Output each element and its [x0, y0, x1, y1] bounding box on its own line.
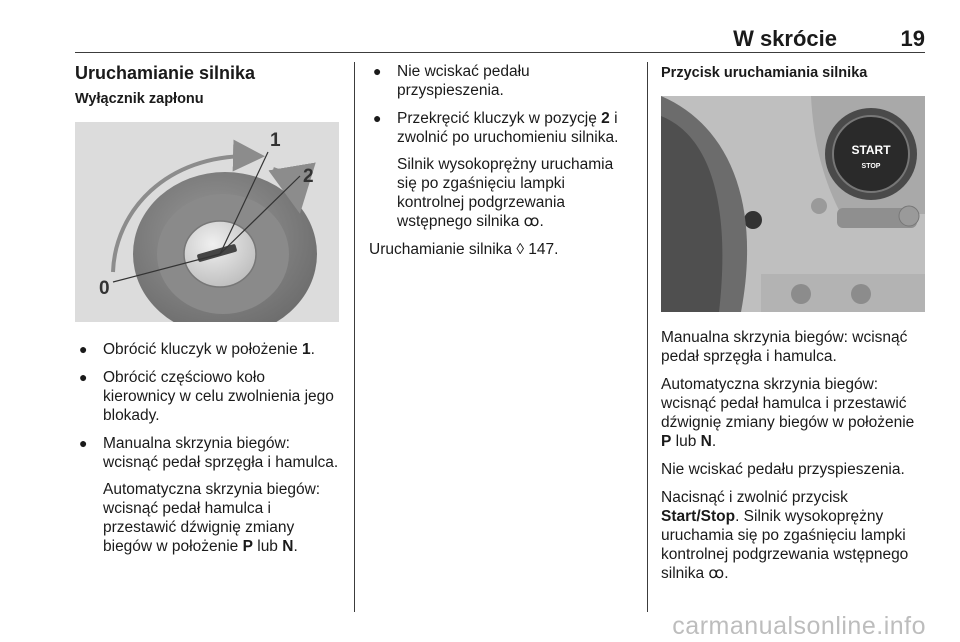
glow-plug-icon: ꝏ: [708, 565, 725, 582]
start-button-figure: [661, 96, 925, 312]
label-position-2: 2: [303, 166, 314, 187]
list-item: ● Manualna skrzynia biegów: wcisnąć pedał sprzęgła i hamulca. Automatyczna skrzynia biegów: wcisnąć pedał hamulca i przestawić dźwignię zmiany biegów w położenie P lub N.: [79, 435, 339, 555]
diesel-note: Silnik wysokoprężny uruchamia się po zgaśnięciu lampki kontrolnej podgrzewania wstępnego silnika ꝏ.: [397, 156, 614, 230]
page-reference-icon: ◊: [516, 241, 524, 258]
list-item: ● Obrócić kluczyk w położenie 1.: [79, 341, 315, 358]
small-knob: [811, 198, 827, 214]
bullet-icon: ●: [79, 435, 88, 451]
page-title: W skrócie: [733, 26, 837, 51]
list-item: ● Nie wciskać pedału przyspieszenia.: [373, 63, 530, 99]
bullet-icon: ●: [79, 341, 88, 357]
ignition-switch-icon: [744, 211, 762, 229]
start-label: START: [851, 143, 891, 157]
console-knob: [791, 284, 811, 304]
page-number: 19: [900, 26, 925, 51]
column-divider: [647, 62, 648, 612]
page-header: [75, 0, 925, 53]
dashboard-illustration: [661, 96, 925, 312]
column-1: [75, 62, 339, 565]
bullet-icon: ●: [373, 63, 382, 79]
label-position-1: 1: [270, 130, 281, 151]
ignition-switch-figure: [75, 122, 339, 322]
column-3: [661, 62, 925, 583]
bullet-icon: ●: [79, 369, 88, 385]
ignition-switch-heading: Wyłącznik zapłonu: [75, 91, 204, 107]
column-divider: [354, 62, 355, 612]
section-title: Uruchamianie silnika: [75, 63, 256, 83]
stop-label: STOP: [861, 163, 881, 170]
list-item: ● Obrócić częściowo koło kierownicy w celu zwolnienia jego blokady.: [79, 369, 334, 424]
ignition-switch-illustration: [75, 122, 339, 322]
cross-reference: Uruchamianie silnika ◊ 147.: [369, 241, 559, 258]
start-button-heading: Przycisk uruchamiania silnika: [661, 65, 868, 81]
continued-steps-list: [369, 62, 633, 231]
console-knob: [851, 284, 871, 304]
control-knob: [899, 206, 919, 226]
label-position-0: 0: [99, 278, 110, 299]
ignition-steps-list: [75, 340, 339, 556]
automatic-transmission-note: Automatyczna skrzynia biegów: wcisnąć pedał hamulca i przestawić dźwignię zmiany biegów w położenie P lub N.: [103, 481, 321, 555]
column-2: [369, 62, 633, 259]
watermark: carmanualsonline.info: [672, 612, 926, 640]
automatic-transmission-note: Automatyczna skrzynia biegów: wcisnąć pedał hamulca i przestawić dźwignię zmiany biegów w położenie P lub N.: [661, 376, 915, 450]
accelerator-note: Nie wciskać pedału przyspieszenia.: [661, 461, 905, 478]
bullet-icon: ●: [373, 110, 382, 126]
list-item: ● Przekręcić kluczyk w pozycję 2 i zwolnić po uruchomieniu silnika. Silnik wysokoprężny uruchamia się po zgaśnięciu lampki kontrolnej podgrzewania wstępnego silnika ꝏ.: [369, 109, 633, 231]
glow-plug-icon: ꝏ: [523, 213, 540, 230]
start-stop-note: Nacisnąć i zwolnić przycisk Start/Stop. Silnik wysokoprężny uruchamia się po zgaśnięciu lampki kontrolnej podgrzewania wstępnego silnika ꝏ.: [661, 489, 909, 582]
center-console: [761, 274, 925, 312]
manual-transmission-note: Manualna skrzynia biegów: wcisnąć pedał sprzęgła i hamulca.: [661, 329, 908, 365]
